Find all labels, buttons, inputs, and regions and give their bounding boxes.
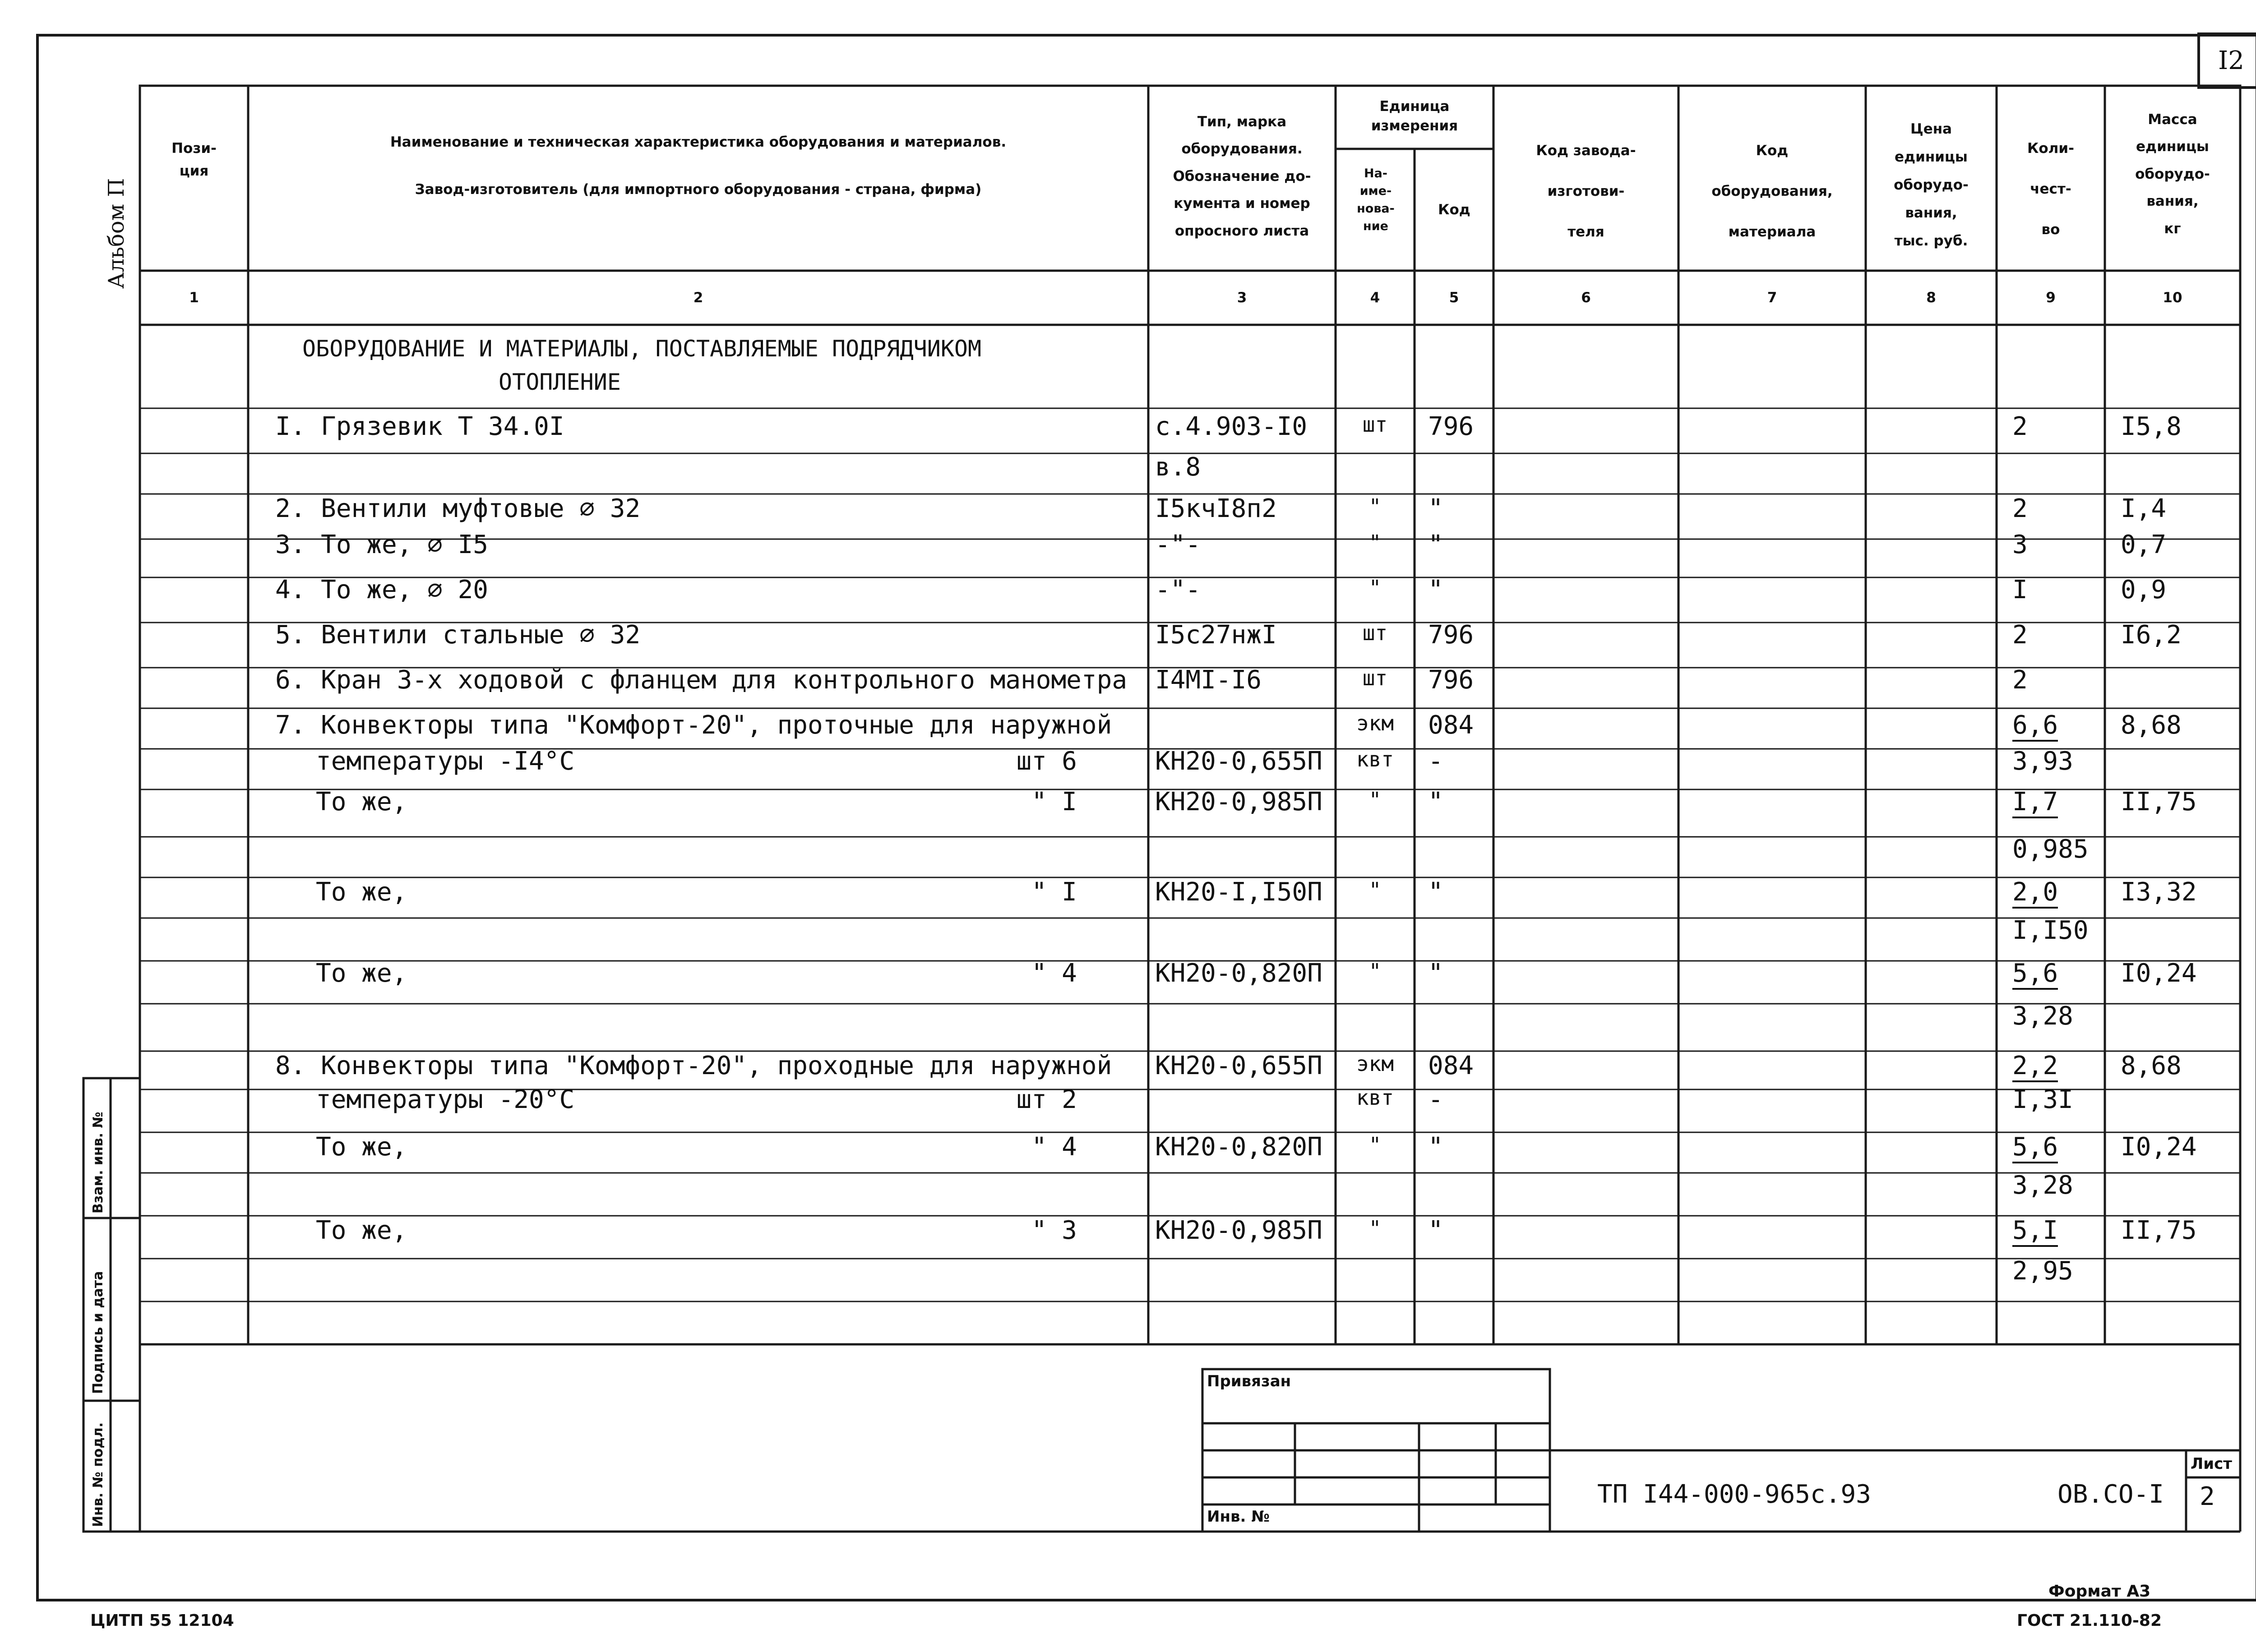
row-name: температуры -20°C	[316, 1085, 575, 1114]
row-pieces-unit: шт	[1016, 1085, 1047, 1114]
row-quantity: I,7	[2012, 789, 2103, 815]
row-mass: I3,32	[2121, 877, 2197, 907]
row-quantity: 2,2	[2012, 1053, 2103, 1079]
row-unit: "	[1368, 1133, 1382, 1157]
section-title: ОБОРУДОВАНИЕ И МАТЕРИАЛЫ, ПОСТАВЛЯЕМЫЕ ПОДРЯДЧИКОМ	[302, 336, 982, 362]
row-unit: шт	[1362, 412, 1388, 437]
row-unit: квт	[1356, 747, 1394, 771]
header-maker-code: Код завода- изготови- теля	[1536, 143, 1636, 240]
row-unit: "	[1368, 878, 1382, 902]
side-label-vzam: Взам. инв. №	[90, 1112, 106, 1214]
row-type: I5с27нжI	[1155, 620, 1277, 650]
side-label-inv-podl: Инв. № подл.	[90, 1422, 106, 1527]
row-quantity: 5,I	[2012, 1218, 2103, 1243]
row-quantity: 2	[2012, 620, 2028, 650]
row-quantity: 2	[2012, 665, 2028, 695]
row-quantity: I,I50	[2012, 916, 2089, 945]
row-unit: "	[1368, 576, 1382, 600]
row-unit: "	[1368, 788, 1382, 812]
row-pieces-count: 2	[1062, 1085, 1077, 1114]
row-mass: 0,9	[2121, 575, 2167, 605]
row-name: 7. Конвекторы типа "Комфорт-20", проточные для наружной	[275, 711, 1112, 740]
row-name: 8. Конвекторы типа "Комфорт-20", проходные для наружной	[275, 1051, 1112, 1080]
row-mass: I6,2	[2121, 620, 2182, 650]
row-name: 5. Вентили стальные ∅ 32	[275, 620, 641, 650]
row-name: То же,	[316, 877, 407, 907]
row-quantity: I	[2012, 575, 2028, 605]
row-name: То же,	[316, 1216, 407, 1245]
row-pieces-unit: "	[1031, 1216, 1047, 1245]
colnum-2: 2	[693, 290, 703, 306]
row-unit: квт	[1356, 1085, 1394, 1110]
row-pieces-unit: "	[1031, 787, 1047, 817]
header-name-line2: Завод-изготовитель (для импортного оборудования - страна, фирма)	[415, 181, 982, 198]
header-unit-name: На- име- нова- ние	[1357, 166, 1395, 234]
stamp-privyazan: Привязан	[1207, 1372, 1291, 1390]
header-quantity: Коли- чест- во	[2027, 140, 2074, 238]
colnum-3: 3	[1237, 290, 1247, 306]
row-pieces-unit: "	[1031, 959, 1047, 988]
colnum-10: 10	[2163, 290, 2182, 306]
row-pieces-unit: "	[1031, 877, 1047, 907]
row-pieces-count: I	[1062, 787, 1077, 817]
row-unit-code: 796	[1428, 620, 1474, 650]
stamp-inv-no: Инв. №	[1207, 1508, 1270, 1526]
row-type: -"-	[1155, 575, 1201, 605]
row-pieces-count: 3	[1062, 1216, 1077, 1245]
row-unit: экм	[1356, 1052, 1394, 1076]
row-quantity: 5,6	[2012, 961, 2103, 986]
row-unit: "	[1368, 494, 1382, 519]
row-pieces-count: 4	[1062, 1132, 1077, 1162]
row-quantity: 2,95	[2012, 1256, 2073, 1286]
row-name: То же,	[316, 787, 407, 817]
colnum-5: 5	[1449, 290, 1459, 306]
row-unit: "	[1368, 531, 1382, 555]
row-unit: "	[1368, 959, 1382, 983]
header-unit-group: Единица измерения	[1371, 98, 1458, 134]
row-mass: I5,8	[2121, 412, 2182, 441]
colnum-9: 9	[2046, 290, 2056, 306]
row-quantity: 2,0	[2012, 880, 2103, 905]
row-name: температуры -I4°C	[316, 747, 575, 776]
row-type: в.8	[1155, 452, 1201, 482]
row-type: I5кчI8п2	[1155, 494, 1277, 523]
row-unit: шт	[1362, 666, 1388, 690]
colnum-7: 7	[1767, 290, 1777, 306]
row-type: КН20-0,985П	[1155, 787, 1322, 817]
row-quantity: 3,28	[2012, 1171, 2073, 1200]
side-label-podpis: Подпись и дата	[90, 1271, 106, 1394]
row-type: КН20-0,655П	[1155, 1051, 1322, 1080]
colnum-8: 8	[1926, 290, 1936, 306]
row-unit-code: "	[1428, 1132, 1443, 1162]
row-unit-code: "	[1428, 575, 1443, 605]
row-quantity: 6,6	[2012, 713, 2103, 738]
row-unit-code: "	[1428, 959, 1443, 988]
row-mass: II,75	[2121, 787, 2197, 817]
row-name: 3. То же, ∅ I5	[275, 530, 489, 559]
colnum-4: 4	[1370, 290, 1380, 306]
row-mass: I0,24	[2121, 959, 2197, 988]
row-unit: экм	[1356, 711, 1394, 735]
row-pieces-count: I	[1062, 877, 1077, 907]
row-unit-code: "	[1428, 494, 1443, 523]
row-name: 2. Вентили муфтовые ∅ 32	[275, 494, 641, 523]
row-unit: шт	[1362, 621, 1388, 645]
sheet-number: I2	[2197, 32, 2256, 89]
row-quantity: 0,985	[2012, 835, 2089, 864]
row-mass: 0,7	[2121, 530, 2167, 559]
stamp-doc-code: ТП I44-000-965с.93	[1597, 1480, 1871, 1509]
header-name-line1: Наименование и техническая характеристика оборудования и материалов.	[390, 134, 1007, 150]
header-position: Пози- ция	[171, 140, 217, 179]
row-unit: "	[1368, 1216, 1382, 1241]
header-mass: Масса единицы оборудо- вания, кг	[2135, 111, 2210, 237]
stamp-mark: ОВ.СО-I	[2057, 1480, 2164, 1509]
header-type: Тип, марка оборудования. Обозначение до- кумента и номер опросного листа	[1173, 114, 1311, 239]
row-name: То же,	[316, 1132, 407, 1162]
colnum-6: 6	[1581, 290, 1591, 306]
row-unit-code: 796	[1428, 665, 1474, 695]
row-type: КН20-I,I50П	[1155, 877, 1322, 907]
row-pieces-count: 4	[1062, 959, 1077, 988]
row-quantity: 3,93	[2012, 747, 2073, 776]
row-quantity: 3	[2012, 530, 2028, 559]
row-unit-code: 084	[1428, 711, 1474, 740]
row-type: КН20-0,655П	[1155, 747, 1322, 776]
row-type: I4МI-I6	[1155, 665, 1262, 695]
footer-format: Формат А3	[2048, 1582, 2151, 1601]
row-unit-code: -	[1428, 1085, 1443, 1114]
row-quantity: 2	[2012, 494, 2028, 523]
stamp-list-label: Лист	[2191, 1455, 2232, 1473]
row-quantity: 2	[2012, 412, 2028, 441]
row-mass: II,75	[2121, 1216, 2197, 1245]
row-type: КН20-0,820П	[1155, 959, 1322, 988]
stamp-list-number: 2	[2200, 1482, 2215, 1511]
row-quantity: 5,6	[2012, 1135, 2103, 1160]
row-type: с.4.903-I0	[1155, 412, 1308, 441]
row-unit-code: "	[1428, 877, 1443, 907]
row-quantity: I,3I	[2012, 1085, 2073, 1114]
row-mass: 8,68	[2121, 711, 2182, 740]
row-unit-code: "	[1428, 787, 1443, 817]
colnum-1: 1	[189, 290, 199, 306]
row-unit-code: 796	[1428, 412, 1474, 441]
row-unit-code: "	[1428, 1216, 1443, 1245]
row-mass: 8,68	[2121, 1051, 2182, 1080]
row-type: -"-	[1155, 530, 1201, 559]
header-price: Цена единицы оборудо- вания, тыс. руб.	[1894, 121, 1969, 249]
row-quantity: 3,28	[2012, 1001, 2073, 1031]
row-name: То же,	[316, 959, 407, 988]
row-name: 4. То же, ∅ 20	[275, 575, 489, 605]
row-type: КН20-0,820П	[1155, 1132, 1322, 1162]
row-pieces-count: 6	[1062, 747, 1077, 776]
header-equipment-code: Код оборудования, материала	[1711, 143, 1833, 240]
row-pieces-unit: шт	[1016, 747, 1047, 776]
album-label: Альбом П	[104, 178, 129, 289]
footer-left: ЦИТП 55 12104	[90, 1611, 234, 1630]
subsection-title: ОТОПЛЕНИЕ	[499, 369, 621, 395]
row-mass: I,4	[2121, 494, 2167, 523]
row-unit-code: -	[1428, 747, 1443, 776]
row-type: КН20-0,985П	[1155, 1216, 1322, 1245]
row-mass: I0,24	[2121, 1132, 2197, 1162]
row-pieces-unit: "	[1031, 1132, 1047, 1162]
header-unit-code: Код	[1438, 202, 1470, 218]
row-name: I. Грязевик Т 34.0I	[275, 412, 564, 441]
row-unit-code: 084	[1428, 1051, 1474, 1080]
row-unit-code: "	[1428, 530, 1443, 559]
footer-gost: ГОСТ 21.110-82	[2017, 1611, 2162, 1630]
row-name: 6. Кран 3-х ходовой с фланцем для контрольного манометра	[275, 665, 1128, 695]
